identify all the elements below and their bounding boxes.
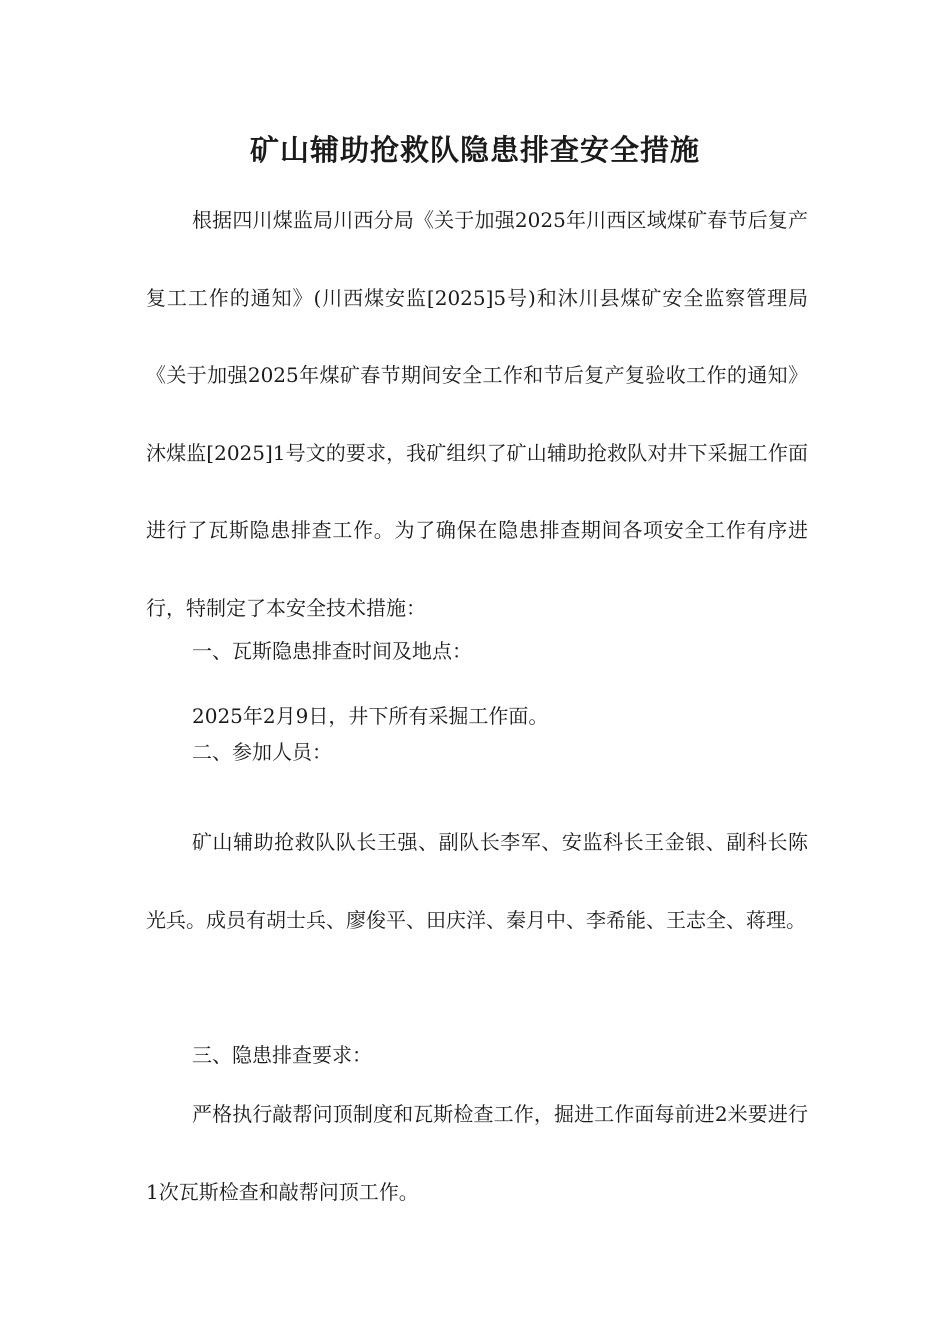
document-title: 矿山辅助抢救队隐患排查安全措施 (249, 133, 700, 167)
section-heading-personnel (146, 717, 808, 787)
intro-paragraph: 根据四川煤监局川西分局《关于加强2025年川西区域煤矿春节后复产复工工作的通知》(川西煤安监[2025]5号)和沐川县煤矿安全监察管理局《关于加强2025年煤矿春节期间安全工作和节后复产复验收工作的通知》沐煤监[2025]1号文的要求，我矿组织了矿山辅助抢救队对井下采掘工作面进行了瓦斯隐患排查工作。为了确保在隐患排查期间各项安全工作有序进行，特制定了本安全技术措施： (146, 208, 808, 620)
requirements-paragraph: 严格执行敲帮问顶制度和瓦斯检查工作，掘进工作面每前进2米要进行1次瓦斯检查和敲帮问顶工作。 (146, 1102, 808, 1204)
section-heading-personnel-text: 二、参加人员： (192, 740, 332, 764)
section-heading-time-place: 一、瓦斯隐患排查时间及地点： (192, 639, 472, 663)
section-heading-requirements: 三、隐患排查要求： (192, 1043, 372, 1067)
personnel-paragraph: 矿山辅助抢救队队长王强、副队长李军、安监科长王金银、副科长陈光兵。成员有胡士兵、廖俊平、田庆洋、秦月中、李希能、王志全、蒋理。 (146, 830, 808, 932)
time-place-paragraph: 2025年2月9日，井下所有采掘工作面。 (192, 704, 549, 728)
